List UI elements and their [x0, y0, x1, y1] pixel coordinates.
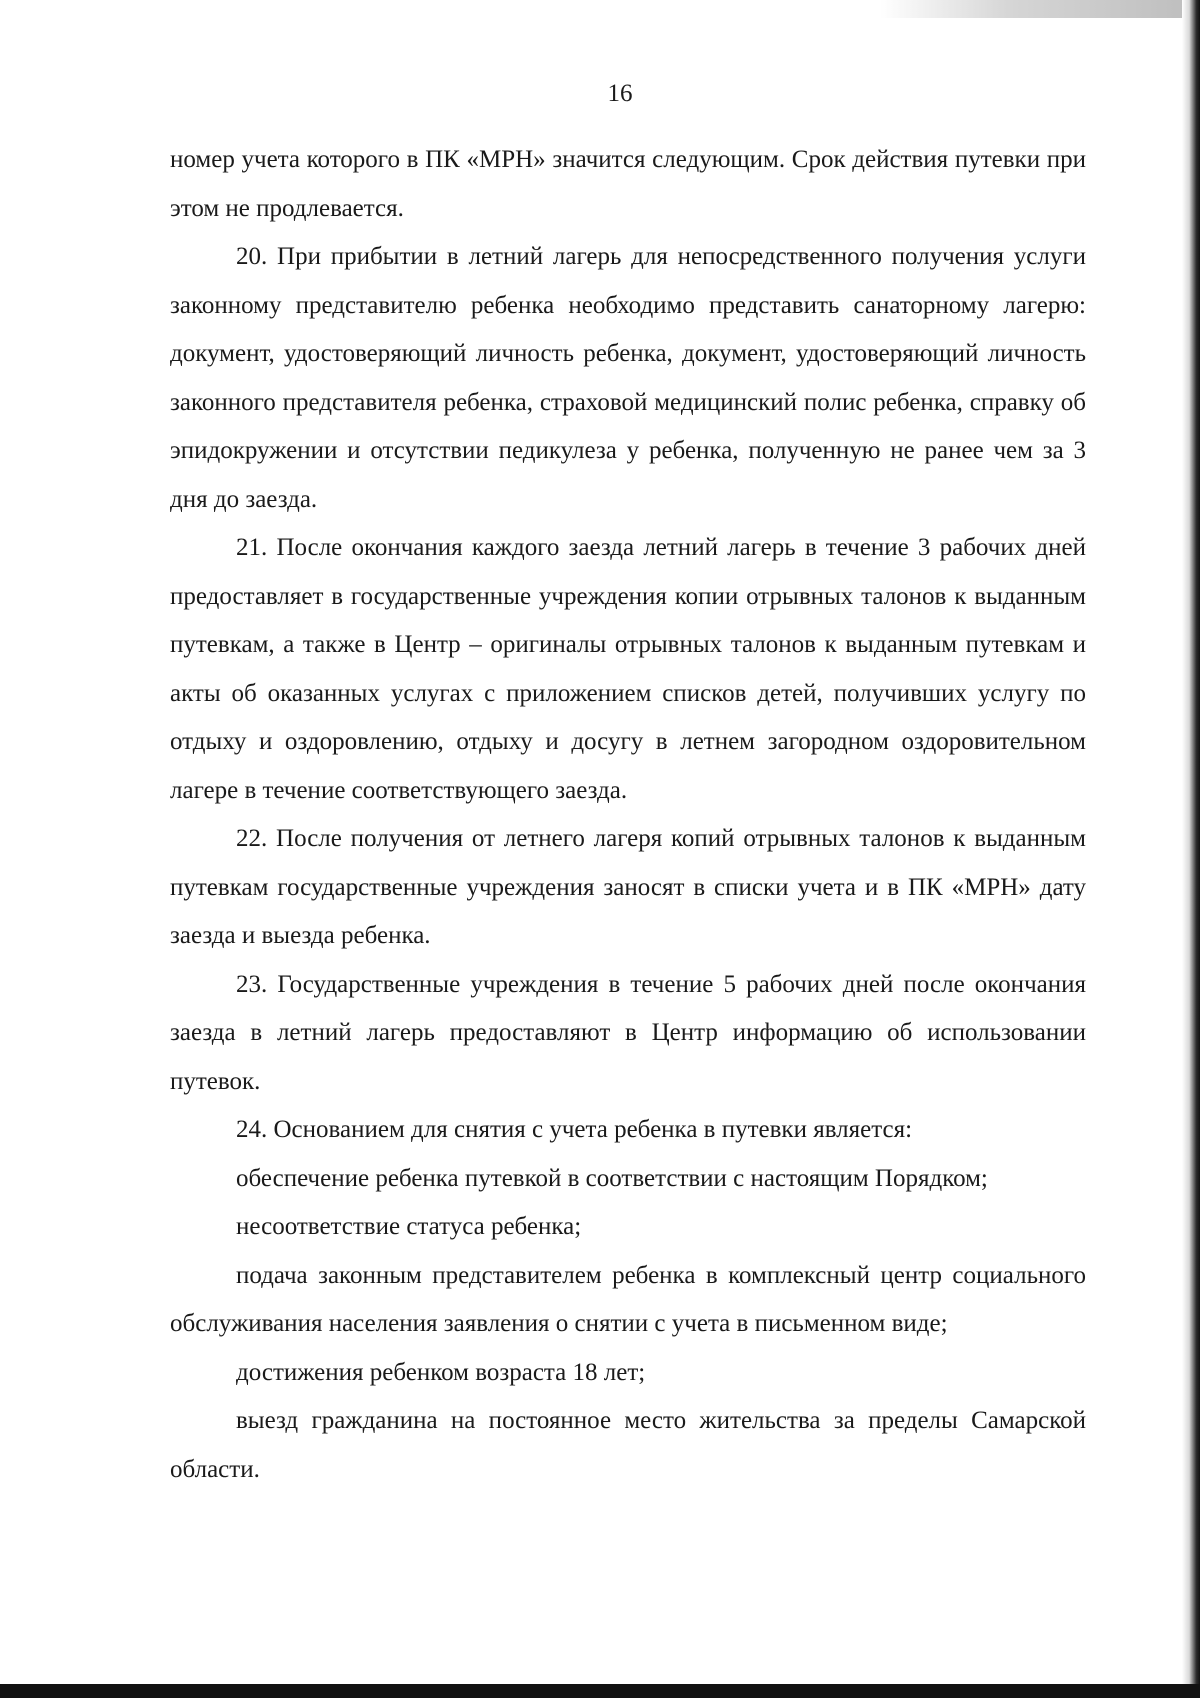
list-item: выезд гражданина на постоянное место жительства за пределы Самарской области. — [170, 1407, 1086, 1483]
scan-edge-right — [1182, 0, 1200, 1698]
paragraph-continuation: номер учета которого в ПК «МРН» значится следующим. Срок действия путевки при этом не продлевается. — [170, 146, 1086, 222]
paragraph-21: 21. После окончания каждого заезда летний лагерь в течение 3 рабочих дней предоставляет в государственные учреждения копии отрывных талонов к выданным путевкам, а также в Центр – оригиналы отрывных талонов к выданным путевкам и акты об оказанных услугах с приложением списков детей, получивших услугу по отдыху и оздоровлению, отдыху и досугу в летнем загородном оздоровительном лагере в течение соответствующего заезда. — [170, 534, 1086, 804]
document-body — [170, 136, 1086, 1494]
page-number: 16 — [607, 80, 633, 107]
paragraph-22: 22. После получения от летнего лагеря копий отрывных талонов к выданным путевкам государственные учреждения заносят в списки учета и в ПК «МРН» дату заезда и выезда ребенка. — [170, 825, 1086, 949]
list-item: подача законным представителем ребенка в комплексный центр социального обслуживания населения заявления о снятии с учета в письменном виде; — [170, 1261, 1086, 1337]
list-item: достижения ребенком возраста 18 лет; — [236, 1358, 646, 1386]
paragraph-20: 20. При прибытии в летний лагерь для непосредственного получения услуги законному представителю ребенка необходимо представить санаторному лагерю: документ, удостоверяющий личность ребенка, документ, удостоверяющий личность законного представителя ребенка, страховой медицинский полис ребенка, справку об эпидокружении и отсутствии педикулеза у ребенка, полученную не ранее чем за 3 дня до заезда. — [170, 243, 1086, 513]
list-item: обеспечение ребенка путевкой в соответствии с настоящим Порядком; — [236, 1164, 988, 1192]
paragraph-24: 24. Основанием для снятия с учета ребенка в путевки является: — [236, 1116, 913, 1143]
paragraph-23: 23. Государственные учреждения в течение 5 рабочих дней после окончания заезда в летний лагерь предоставляют в Центр информацию об использовании путевок. — [170, 970, 1086, 1095]
list-item: несоответствие статуса ребенка; — [236, 1213, 582, 1240]
scan-edge-bottom — [0, 1684, 1200, 1698]
scan-edge-top — [880, 0, 1200, 18]
